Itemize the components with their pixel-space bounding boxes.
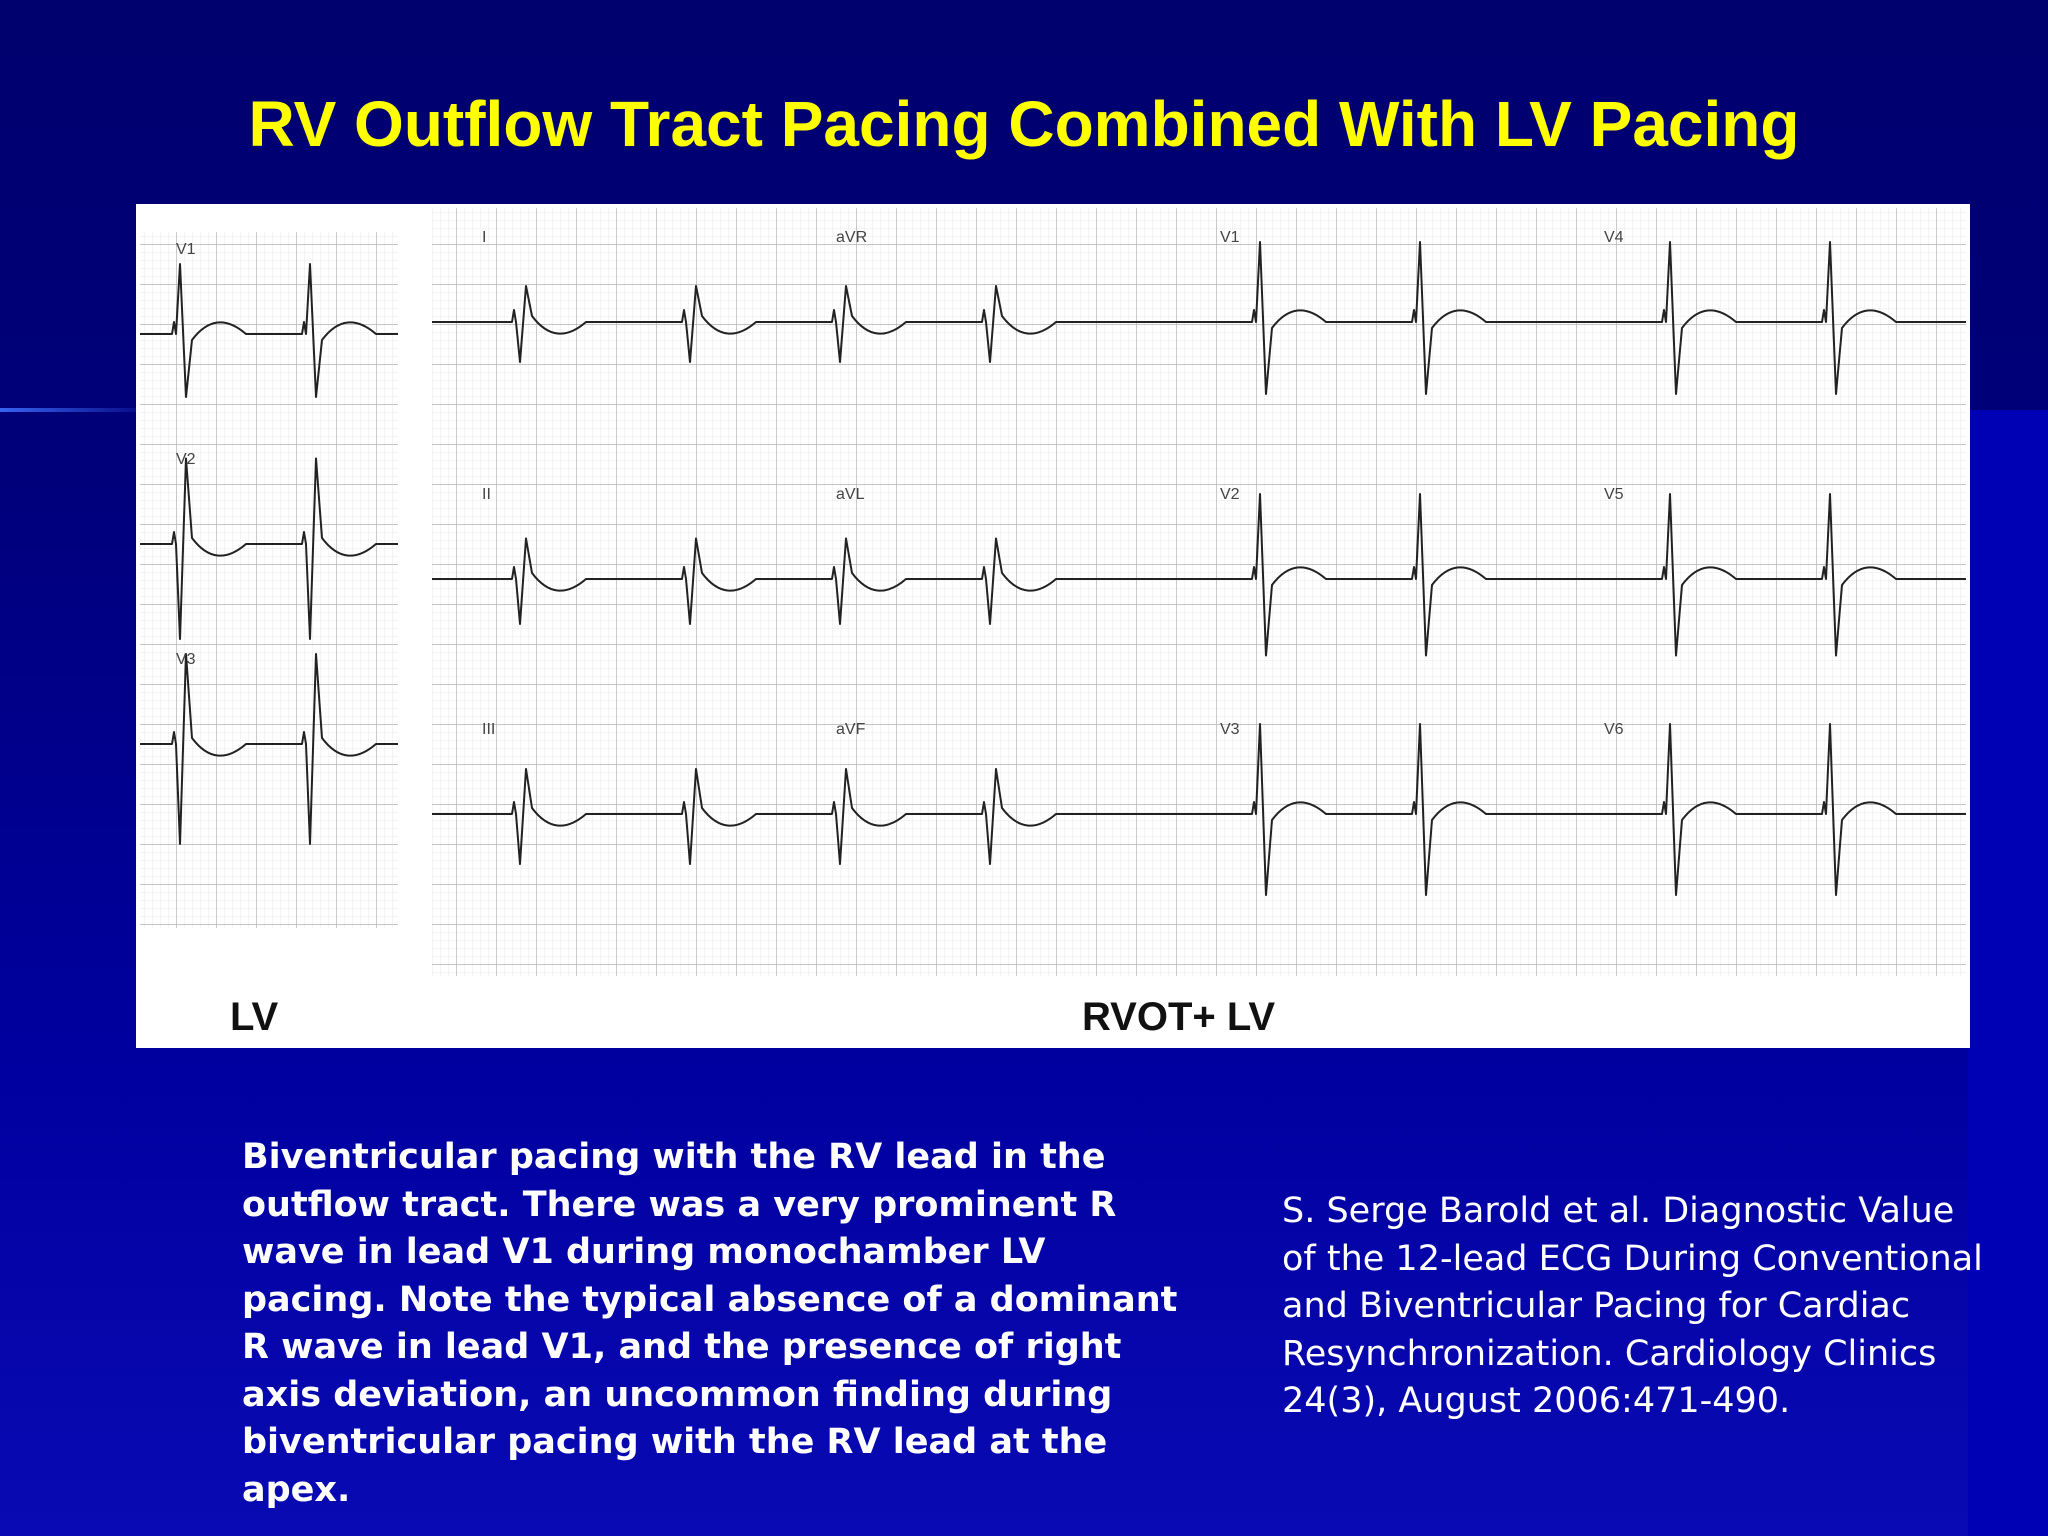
ecg-caption-rvot-lv: RVOT+ LV: [1082, 995, 1276, 1039]
ecg-right-panel: [432, 208, 1966, 976]
ecg-lead-label: V2: [1220, 486, 1240, 503]
ecg-lead-label: V4: [1604, 229, 1624, 246]
description-line: wave in lead V1 during monochamber LV: [242, 1232, 1046, 1272]
ecg-lead-label: V1: [176, 241, 196, 258]
ecg-lead-label: V3: [1220, 721, 1240, 738]
ecg-lead-label: V6: [1604, 721, 1624, 738]
citation-line: Resynchronization. Cardiology Clinics: [1282, 1333, 1937, 1374]
ecg-lead-label: V1: [1220, 229, 1240, 246]
ecg-lead-label: V3: [176, 651, 196, 668]
ecg-lead-label: aVR: [836, 229, 868, 246]
ecg-figure: [136, 204, 1970, 1048]
ecg-caption-lv: LV: [230, 995, 279, 1039]
citation-line: of the 12-lead ECG During Conventional: [1282, 1238, 1983, 1279]
ecg-lead-label: I: [482, 229, 487, 246]
citation-line: and Biventricular Pacing for Cardiac: [1282, 1286, 1911, 1326]
ecg-lead-label: III: [482, 721, 496, 738]
description-line: Biventricular pacing with the RV lead in the: [242, 1137, 1106, 1177]
description-line: axis deviation, an uncommon finding during: [242, 1374, 1113, 1415]
description-line: outflow tract. There was a very prominent R: [242, 1184, 1117, 1225]
ecg-lead-label: V5: [1604, 486, 1624, 503]
citation-text: [1282, 1188, 2042, 1426]
ecg-lead-label: II: [482, 486, 491, 503]
description-line: biventricular pacing with the RV lead at the: [242, 1422, 1108, 1462]
description-line: apex.: [242, 1469, 351, 1510]
description-line: R wave in lead V1, and the presence of right: [242, 1327, 1122, 1367]
ecg-lead-label: V2: [176, 451, 196, 468]
ecg-lead-label: aVF: [836, 721, 866, 738]
ecg-lead-label: aVL: [836, 486, 865, 503]
citation-line: 24(3), August 2006:471-490.: [1282, 1381, 1791, 1421]
citation-line: S. Serge Barold et al. Diagnostic Value: [1282, 1191, 1955, 1231]
slide-title: RV Outflow Tract Pacing Combined With LV Pacing: [248, 88, 1800, 160]
description-line: pacing. Note the typical absence of a dominant: [242, 1279, 1178, 1320]
description-text: [242, 1134, 1242, 1514]
